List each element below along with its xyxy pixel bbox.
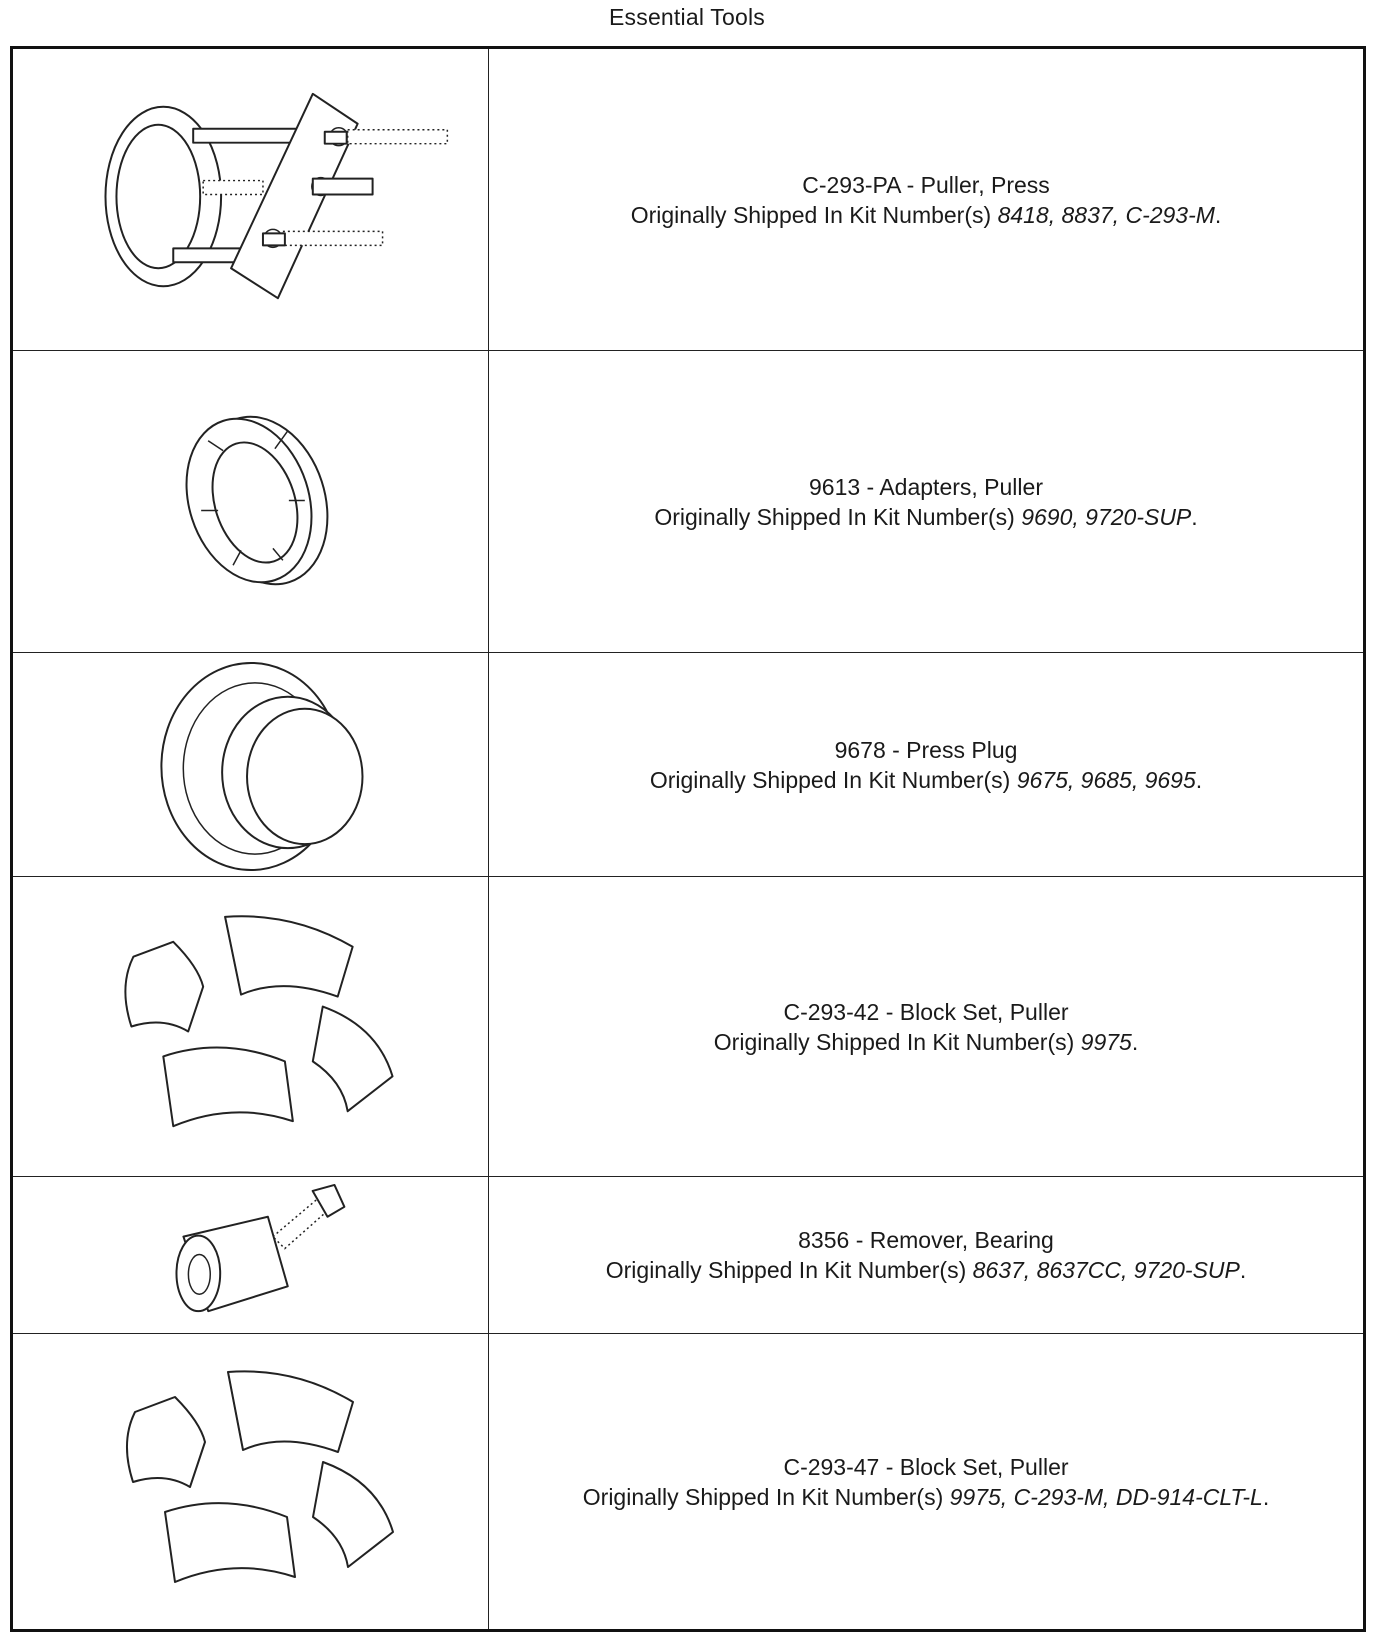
kit-suffix: . <box>1191 503 1198 530</box>
kit-prefix: Originally Shipped In Kit Number(s) <box>654 503 1015 530</box>
kit-suffix: . <box>1239 1257 1247 1283</box>
tool-name: C-293-47 - Block Set, Puller <box>783 1453 1069 1480</box>
page-title: Essential Tools <box>609 4 765 30</box>
tool-description <box>489 1177 1363 1333</box>
kit-prefix: Originally Shipped In Kit Number(s) <box>582 1483 944 1510</box>
bearing-remover-icon <box>13 1177 488 1333</box>
kit-suffix: . <box>1131 1028 1139 1055</box>
kit-suffix: . <box>1262 1483 1270 1510</box>
table-row <box>13 877 1363 1177</box>
tool-description <box>489 653 1363 876</box>
tool-description <box>489 351 1363 652</box>
table-row <box>13 351 1363 653</box>
block-set-icon <box>13 1334 488 1629</box>
tool-name: 9678 - Press Plug <box>834 736 1018 763</box>
tool-name: C-293-PA - Puller, Press <box>802 171 1050 198</box>
kit-suffix: . <box>1195 766 1203 793</box>
tool-description <box>489 49 1363 350</box>
puller-adapter-ring-icon <box>13 351 488 652</box>
tool-image-cell <box>13 49 489 350</box>
kit-numbers-line <box>654 502 1197 532</box>
kit-prefix: Originally Shipped In Kit Number(s) <box>605 1257 967 1283</box>
block-set-icon <box>13 877 488 1176</box>
tool-image-cell <box>13 653 489 876</box>
tool-image-cell <box>13 877 489 1176</box>
tool-image-cell <box>13 351 489 652</box>
table-row <box>13 49 1363 351</box>
kit-numbers-line <box>631 200 1222 230</box>
table-row <box>13 653 1363 877</box>
kit-prefix: Originally Shipped In Kit Number(s) <box>713 1028 1075 1055</box>
table-row <box>13 1177 1363 1334</box>
table-row <box>13 1334 1363 1629</box>
kit-numbers-line <box>583 1482 1269 1512</box>
tool-name: C-293-42 - Block Set, Puller <box>783 998 1069 1025</box>
kit-numbers-line <box>714 1027 1138 1057</box>
tool-description <box>489 877 1363 1176</box>
kit-prefix: Originally Shipped In Kit Number(s) <box>649 766 1011 793</box>
kit-prefix: Originally Shipped In Kit Number(s) <box>630 201 992 228</box>
tool-name: 8356 - Remover, Bearing <box>798 1227 1054 1253</box>
tool-image-cell <box>13 1334 489 1629</box>
kit-suffix: . <box>1214 201 1222 228</box>
kit-numbers: 8637, 8637CC, 9720-SUP <box>972 1257 1240 1283</box>
press-puller-icon <box>13 49 488 350</box>
press-plug-icon <box>13 653 488 876</box>
kit-numbers: 9975 <box>1080 1028 1132 1055</box>
essential-tools-table <box>10 46 1366 1632</box>
kit-numbers: 9690, 9720-SUP <box>1021 503 1192 530</box>
kit-numbers: 8418, 8837, C-293-M <box>997 201 1215 228</box>
kit-numbers-line <box>606 1255 1247 1285</box>
tool-description <box>489 1334 1363 1629</box>
tool-name: 9613 - Adapters, Puller <box>809 473 1043 500</box>
tool-image-cell <box>13 1177 489 1333</box>
kit-numbers: 9675, 9685, 9695 <box>1016 766 1196 793</box>
kit-numbers-line <box>650 765 1202 795</box>
kit-numbers: 9975, C-293-M, DD-914-CLT-L <box>949 1483 1263 1510</box>
